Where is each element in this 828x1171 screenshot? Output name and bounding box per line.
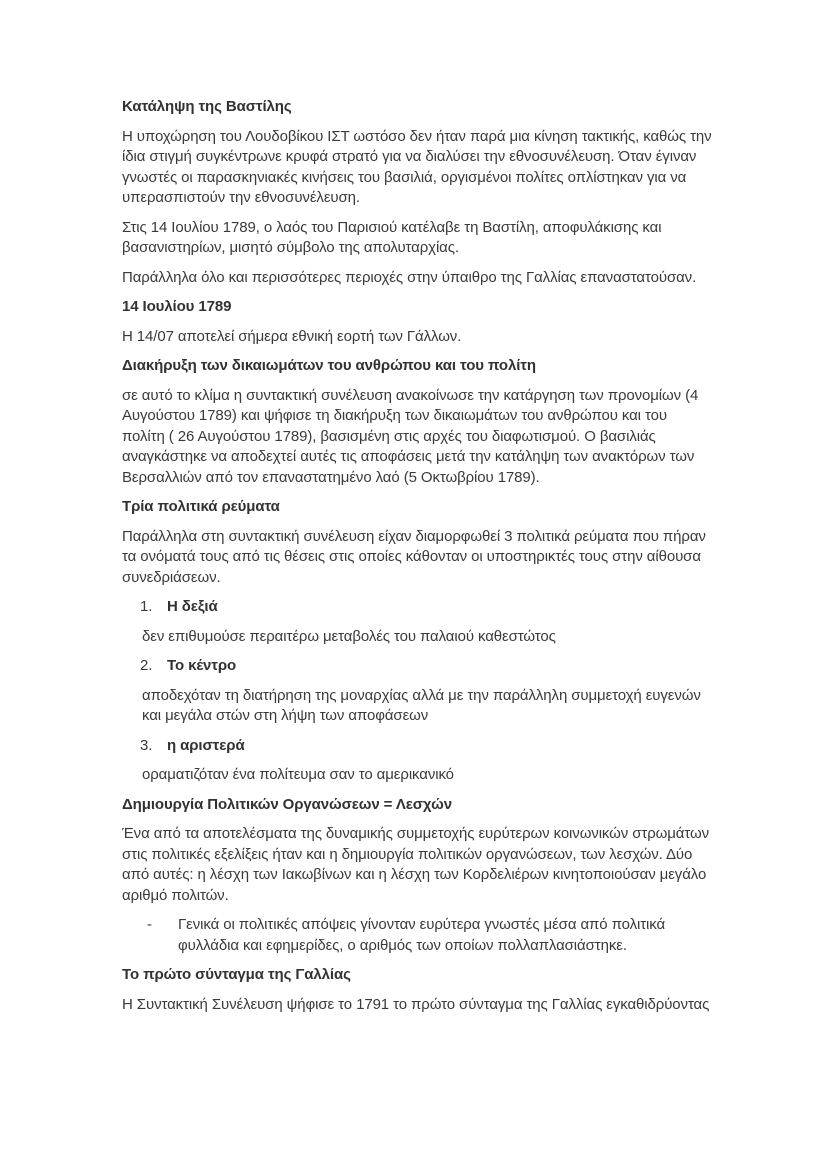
list-item-title: Το κέντρο [167, 657, 237, 674]
paragraph: Παράλληλα όλο και περισσότερες περιοχές στην ύπαιθρο της Γαλλίας επαναστατούσαν. [122, 268, 697, 286]
paragraph: σε αυτό το κλίμα η συντακτική συνέλευση ανακοίνωσε την κατάργηση των προνομίων (4 Αυγούστου 1789) και ψήφισε τη διακήρυξη των δικαιωμάτων του ανθρώπου και του πολίτη ( 26 Αυγούστου 1789), βασισμένη στις αρχές του διαφωτισμού. Ο βασιλιάς αναγκάστηκε να αποδεχτεί αυτές τις αποφάσεις μετά την κατάληψη των ανακτόρων των Βερσαλλιών από τον επαναστατημένο λαό (5 Οκτωβρίου 1789). [122, 386, 699, 486]
bullet-list-item [147, 915, 712, 956]
document-body [122, 97, 712, 1015]
list-item-description: δεν επιθυμούσε περαιτέρω μεταβολές του παλαιού καθεστώτος [142, 627, 556, 645]
paragraph: Στις 14 Ιουλίου 1789, ο λαός του Παρισιού κατέλαβε τη Βαστίλη, αποφυλάκισης και βασανιστηρίων, μισητό σύμβολο της απολυταρχίας. [122, 218, 662, 256]
paragraph: Η υποχώρηση του Λουδοβίκου ΙΣΤ ωστόσο δεν ήταν παρά μια κίνηση τακτικής, καθώς την ίδια στιγμή συγκέντρωνε κρυφά στρατό για να διαλύσει την εθνοσυνέλευση. Όταν έγιναν γνωστές οι παρασκηνιακές κινήσεις του βασιλιά, οργισμένοι πολίτες οπλίστηκαν για να υπερασπιστούν την εθνοσυνέλευση. [122, 127, 712, 206]
numbered-list-item [140, 656, 712, 677]
paragraph: Η Συντακτική Συνέλευση ψήφισε το 1791 το πρώτο σύνταγμα της Γαλλίας εγκαθιδρύοντας [122, 995, 710, 1013]
section-heading: Δημιουργία Πολιτικών Οργανώσεων = Λεσχών [122, 795, 452, 813]
list-number: 1. [140, 598, 153, 615]
list-item-title: η αριστερά [167, 736, 245, 754]
paragraph: Παράλληλα στη συντακτική συνέλευση είχαν διαμορφωθεί 3 πολιτικά ρεύματα που πήραν τα ονόματά τους από τις θέσεις στις οποίες κάθονταν οι υποστηρικτές τους στην αίθουσα συνεδριάσεων. [122, 527, 706, 586]
section-heading: Το πρώτο σύνταγμα της Γαλλίας [122, 966, 351, 983]
numbered-list-item [140, 597, 712, 618]
list-number: 2. [140, 657, 153, 674]
section-heading: 14 Ιουλίου 1789 [122, 298, 232, 315]
list-item-title: Η δεξιά [167, 598, 218, 615]
list-number: 3. [140, 736, 153, 754]
paragraph: Η 14/07 αποτελεί σήμερα εθνική εορτή των Γάλλων. [122, 327, 462, 345]
section-heading: Διακήρυξη των δικαιωμάτων του ανθρώπου και του πολίτη [122, 357, 536, 374]
section-heading: Τρία πολιτικά ρεύματα [122, 498, 280, 515]
paragraph: Ένα από τα αποτελέσματα της δυναμικής συμμετοχής ευρύτερων κοινωνικών στρωμάτων στις πολιτικές εξελίξεις ήταν και η δημιουργία πολιτικών οργανώσεων, των λεσχών. Δύο από αυτές: η λέσχη των Ιακωβίνων και η λέσχη των Κορδελιέρων κινητοποιούσαν μεγάλο αριθμό πολιτών. [122, 825, 709, 904]
section-heading: Κατάληψη της Βαστίλης [122, 98, 292, 115]
list-item-description: αποδεχόταν τη διατήρηση της μοναρχίας αλλά με την παράλληλη συμμετοχή ευγενών και μεγάλα στών στη λήψη των αποφάσεων [142, 686, 701, 724]
bullet-item-text: Γενικά οι πολιτικές απόψεις γίνονταν ευρύτερα γνωστές μέσα από πολιτικά φυλλάδια και εφημερίδες, ο αριθμός των οποίων πολλαπλασιάστηκε. [178, 916, 666, 954]
numbered-list-item [140, 736, 712, 757]
list-item-description: οραματιζόταν ένα πολίτευμα σαν το αμερικανικό [142, 766, 454, 783]
bullet-dash-marker: - [147, 916, 152, 933]
